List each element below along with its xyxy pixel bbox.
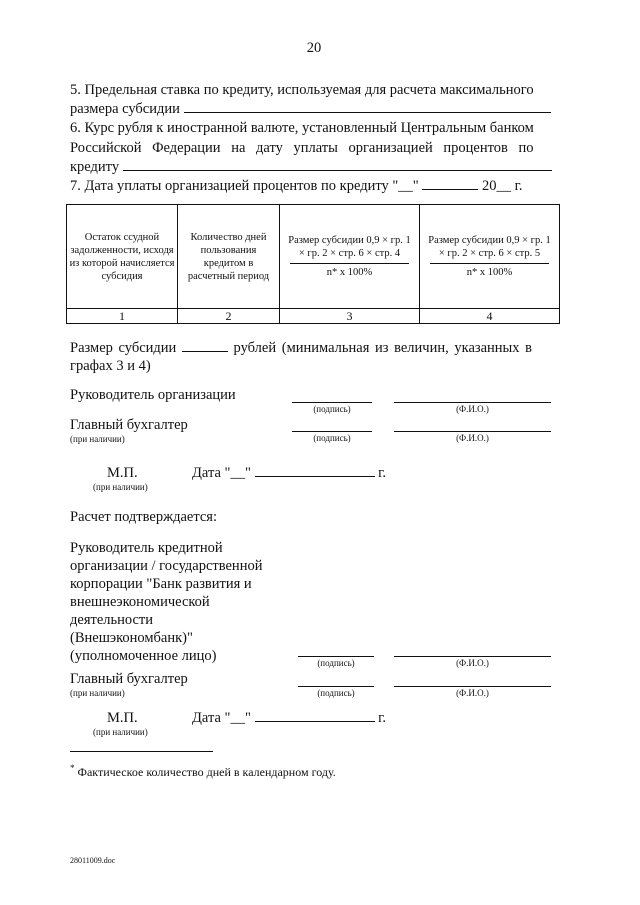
subsidy-formula-1: Размер субсидии 0,9 × гр. 1 × гр. 2 × стр. 6 × стр. 4 — [288, 235, 411, 259]
org-head-name-caption: (Ф.И.О.) — [456, 404, 489, 414]
org-head-signature-caption: (подпись) — [313, 404, 351, 414]
org-head-label: Руководитель организации — [70, 387, 236, 403]
subsidy-size-rest: рублей (минимальная из величин, указанных в — [233, 340, 533, 356]
footnote — [70, 760, 336, 780]
bank-line-6: (Внешэкономбанк)" — [70, 630, 193, 646]
org-head-signature-line — [292, 402, 372, 403]
item-6-line-3 — [70, 157, 552, 177]
item-7-label: 7. Дата уплаты организацией процентов по кредиту "__" — [70, 178, 419, 194]
footnote-text: Фактическое количество дней в календарном году. — [77, 765, 336, 779]
accountant-signature-line — [292, 431, 372, 432]
item-5-blank — [184, 99, 551, 113]
bank-date-suffix: г. — [378, 710, 387, 726]
bank-date-blank — [255, 708, 375, 722]
item-7-blank — [422, 176, 478, 190]
subsidy-size-label: Размер субсидии — [70, 340, 177, 356]
header-loan-balance: Остаток ссудной задолженности, исходя из которой начисляется субсидия — [67, 205, 178, 309]
bank-stamp-if-any: (при наличии) — [93, 727, 148, 737]
item-6-blank — [123, 157, 552, 171]
subsidy-size-line — [70, 338, 532, 358]
header-subsidy-size-1 — [280, 205, 420, 309]
item-6-line-2: Российской Федерации на дату уплаты организацией процентов по — [70, 140, 534, 156]
col-number-3: 3 — [280, 309, 420, 324]
date-line — [192, 463, 386, 483]
bank-date-label: Дата "__" — [192, 710, 251, 726]
bank-stamp-label: М.П. — [107, 710, 138, 726]
subsidy-size-line-2: графах 3 и 4) — [70, 358, 151, 374]
subsidy-table — [66, 204, 560, 324]
subsidy-size-blank — [182, 338, 228, 352]
bank-line-1: Руководитель кредитной — [70, 540, 223, 556]
col-number-2: 2 — [178, 309, 280, 324]
header-days-count: Количество дней пользования кредитом в расчетный период — [178, 205, 280, 309]
accountant-name-line — [394, 431, 551, 432]
bank-head-name-caption: (Ф.И.О.) — [456, 658, 489, 668]
date-suffix: г. — [378, 465, 387, 481]
accountant-label: Главный бухгалтер — [70, 417, 188, 433]
file-name: 28011009.doc — [70, 856, 116, 865]
footnote-mark: * — [70, 763, 75, 773]
table-number-row — [67, 309, 560, 324]
bank-head-signature-line — [298, 656, 374, 657]
page-number: 20 — [306, 40, 322, 56]
accountant-signature-caption: (подпись) — [313, 433, 351, 443]
col-number-1: 1 — [67, 309, 178, 324]
bank-accountant-name-caption: (Ф.И.О.) — [456, 688, 489, 698]
subsidy-denominator-1: n* х 100% — [326, 267, 373, 278]
accountant-name-caption: (Ф.И.О.) — [456, 433, 489, 443]
date-label: Дата "__" — [192, 465, 251, 481]
date-blank — [255, 463, 375, 477]
item-7-year: 20__ г. — [481, 178, 523, 194]
org-head-name-line — [394, 402, 551, 403]
item-7-line — [70, 176, 523, 196]
bank-line-2: организации / государственной — [70, 558, 263, 574]
bank-date-line — [192, 708, 386, 728]
bank-accountant-name-line — [394, 686, 551, 687]
item-6-label: кредиту — [70, 159, 120, 175]
confirmation-heading: Расчет подтверждается: — [70, 509, 218, 525]
bank-accountant-signature-line — [298, 686, 374, 687]
stamp-label: М.П. — [107, 465, 138, 481]
bank-line-4: внешнеэкономической — [70, 594, 210, 610]
item-6-line-1: 6. Курс рубля к иностранной валюте, установленный Центральным банком — [70, 120, 534, 136]
bank-head-name-line — [394, 656, 551, 657]
table-header-row — [67, 205, 560, 309]
item-5-label: размера субсидии — [70, 101, 180, 117]
bank-line-7: (уполномоченное лицо) — [70, 648, 217, 664]
bank-line-3: корпорации "Банк развития и — [70, 576, 252, 592]
item-5-line-1: 5. Предельная ставка по кредиту, используемая для расчета максимального — [70, 82, 534, 98]
item-5-line-2 — [70, 99, 551, 119]
stamp-if-any: (при наличии) — [93, 482, 148, 492]
header-subsidy-size-2 — [420, 205, 560, 309]
bank-accountant-label: Главный бухгалтер — [70, 671, 188, 687]
bank-head-signature-caption: (подпись) — [317, 658, 355, 668]
bank-line-5: деятельности — [70, 612, 154, 628]
bank-accountant-if-any: (при наличии) — [70, 688, 125, 698]
bank-accountant-signature-caption: (подпись) — [317, 688, 355, 698]
accountant-if-any: (при наличии) — [70, 434, 125, 444]
col-number-4: 4 — [420, 309, 560, 324]
subsidy-formula-2: Размер субсидии 0,9 × гр. 1 × гр. 2 × стр. 6 × стр. 5 — [428, 235, 551, 259]
footnote-separator — [70, 751, 213, 752]
subsidy-denominator-2: n* х 100% — [466, 267, 513, 278]
